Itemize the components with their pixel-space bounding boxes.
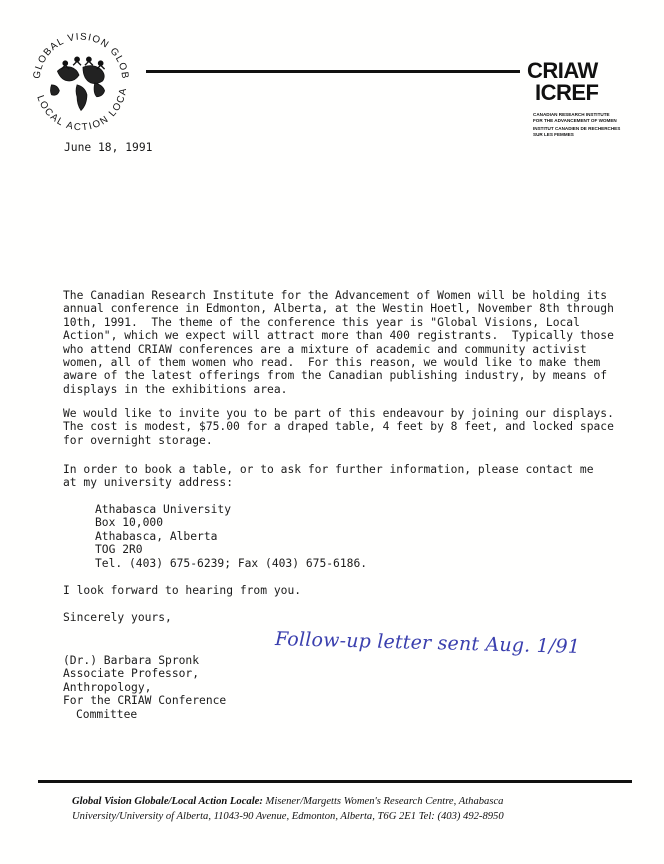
paragraph-3 [63, 463, 623, 490]
address-line: Athabasca, Alberta [95, 529, 218, 543]
letter-date: June 18, 1991 [64, 141, 153, 154]
university-address [95, 503, 425, 570]
criaw-sub-line: CANADIAN RESEARCH INSTITUTE [533, 112, 610, 117]
criaw-subtitle [533, 112, 643, 138]
footer-line-2: University/University of Alberta, 11043-90 Avenue, Edmonton, Alberta, T6G 2E1 Tel: (403) 492-8950 [72, 811, 504, 822]
text-line: for overnight storage. [63, 433, 213, 447]
text-line: We would like to invite you to be part of this endeavour by joining our displays. [63, 407, 614, 420]
footer-rule [38, 780, 632, 783]
address-line: Box 10,000 [95, 516, 164, 530]
text-line: The cost is modest, $75.00 for a draped table, 4 feet by 8 feet, and locked space [63, 420, 614, 434]
text-line: annual conference in Edmonton, Alberta, at the Westin Hoetl, November 8th through [63, 302, 614, 316]
text-line: Action", which we expect will attract more than 400 registrants. Typically those [63, 329, 614, 343]
text-line: aware of the latest offerings from the Canadian publishing industry, by means of [63, 369, 608, 383]
header-rule [146, 70, 520, 73]
address-line: TOG 2R0 [95, 543, 143, 557]
text-line: who attend CRIAW conferences are a mixture of academic and community activist [63, 342, 587, 356]
footer-line-1 [72, 794, 632, 809]
criaw-line1: CRIAW [527, 58, 598, 83]
text-line: displays in the exhibitions area. [63, 382, 288, 396]
text-line: women, all of them women who read. For this reason, we would like to make them [63, 356, 601, 370]
signature-line: Committee [76, 707, 138, 721]
logo-text-bottom: LOCAL ACTION LOCA [34, 86, 130, 134]
logo-text-top: GLOBAL VISION GLOB [31, 31, 131, 81]
footer-address [72, 794, 632, 824]
closing: Sincerely yours, [63, 611, 172, 624]
address-line: Athabasca University [95, 503, 232, 516]
signature-line: (Dr.) Barbara Spronk [63, 654, 200, 667]
criaw-wordmark [523, 60, 643, 104]
criaw-sub-line: SUR LES FEMMES [533, 132, 574, 137]
signature-block [63, 654, 323, 721]
criaw-sub-line: INSTITUT CANADIEN DE RECHERCHES [533, 126, 621, 131]
signature-line: Anthropology, [63, 680, 152, 694]
criaw-sub-line: FOR THE ADVANCEMENT OF WOMEN [533, 118, 617, 123]
text-line: In order to book a table, or to ask for further information, please contact me [63, 463, 594, 476]
global-vision-logo-graphic [22, 20, 140, 138]
global-vision-logo [22, 20, 140, 138]
signature-line: Associate Professor, [63, 667, 200, 681]
signature-line: For the CRIAW Conference [63, 694, 227, 708]
text-line: The Canadian Research Institute for the Advancement of Women will be holding its [63, 289, 608, 302]
criaw-logo [523, 60, 643, 138]
text-line: at my university address: [63, 476, 234, 490]
footer-line1-rest: Misener/Margetts Women's Research Centre, Athabasca [262, 796, 504, 807]
paragraph-2 [63, 407, 623, 447]
footer-org-name: Global Vision Globale/Local Action Locale: [72, 796, 263, 807]
paragraph-4: I look forward to hearing from you. [63, 584, 302, 597]
address-line: Tel. (403) 675-6239; Fax (403) 675-6186. [95, 556, 368, 570]
criaw-line2: ICREF [535, 80, 599, 105]
paragraph-1 [63, 289, 623, 396]
handwritten-note: Follow-up letter sent Aug. 1/91 [274, 628, 581, 658]
text-line: 10th, 1991. The theme of the conference this year is "Global Visions, Local [63, 315, 580, 329]
